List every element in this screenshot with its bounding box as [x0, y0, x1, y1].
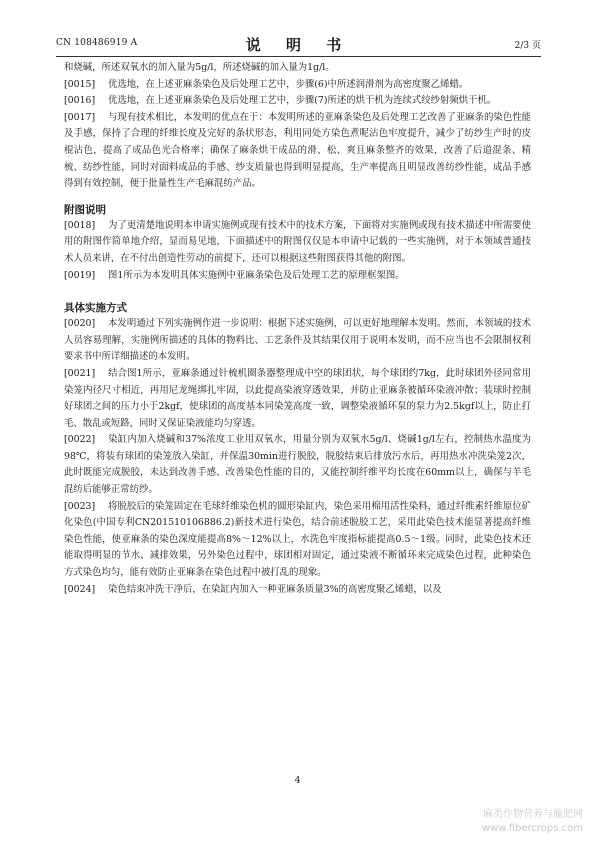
watermark-site-name: 麻类作物营养与施肥网 [483, 809, 583, 820]
paragraph-text: 本发明通过下列实施例作进一步说明：根据下述实施例，可以更好地理解本发明。然而，本领域的技术人员容易理解，实施例所描述的具体的物料比、工艺条件及其结果仅用于说明本发明，而不应当也不会限制权利要求书中所详细描述的本发明。 [64, 318, 531, 363]
paragraph-text: 将脱胶后的染笼固定在毛球纤维染色机的圆形染缸内，染色采用棉用活性染料，通过纤维素纤维原位矿化染色(中国专利CN201510106886.2)新技术进行染色，结合前述脱胶工艺，采用此染色技术能显著提高纤维染色性能，使亚麻条的染色深度能提高8%～12%以上，水洗色牢度指标能提高0.5～1级。同时，此染色技术还能取得明显的节水、减排效果，另外染色过程中，球团相对固定，通过染液不断循环来完成染色过程，此种染色方式染色均匀，能有效防止亚麻条在染色过程中被打乱的现象。 [64, 500, 531, 579]
paragraph-0018 [64, 218, 531, 268]
page-header [56, 34, 541, 57]
paragraph-text: 染缸内加入烧碱和37%浓度工业用双氧水，用量分别为双氧水5g/l、烧碱1g/l左右，控制热水温度为98℃，将装有球团的染笼放入染缸，并保温30min进行脱胶，脱胶结束后排放污水后，再用热水冲洗染笼2次，此时既能完成脱胶，未达到改善手感、改善染色性能的目的，又能控制纤维平均长度在60mm以上，确保与羊毛混纺后能够正常纺纱。 [64, 434, 531, 496]
paragraph-0016 [64, 93, 531, 110]
paragraph-number: [0019] [64, 269, 96, 281]
paragraph-text: 优选地，在上述亚麻条染色及后处理工艺中，步骤(7)所述的烘干机为连续式绞纱射频烘干机。 [108, 95, 497, 107]
paragraph-number: [0023] [64, 500, 96, 512]
paragraph-number: [0020] [64, 318, 96, 330]
paragraph-text: 结合图1所示，亚麻条通过针梳机圈条器整理成中空的球团状，每个球团约7kg，此时球团外径同常用染笼内径尺寸相近，再用尼龙绳绑扎牢固，以此提高染液穿透效果，并防止亚麻条被循环染液冲散；装球时控制好球团之间的压力小于2kgf，使球团的高度基本同染笼高度一致，调整染液循环泵的泵力为2.5kgf以上，防止打毛、散乱或短路，同时又保证染液能均匀穿透。 [64, 367, 531, 429]
document-body [64, 60, 531, 598]
paragraph-number: [0021] [64, 367, 96, 379]
paragraph-0019 [64, 268, 531, 285]
paragraph-0024 [64, 582, 531, 599]
paragraph-number: [0017] [64, 111, 96, 123]
paragraph-0021 [64, 366, 531, 432]
paragraph-0022 [64, 432, 531, 498]
paragraph-text: 与现有技术相比，本发明的优点在于：本发明所述的亚麻条染色及后处理工艺改善了亚麻条的染色性能及手感，保持了合理的纤维长度及完好的条状形态，利用同处方染色煮呢沾色牢度提升，减少了纺纱生产时的皮棍沾色，提高了成品色光合格率；确保了麻条烘干成品的滑、松、爽且麻条整齐的效果，改善了后道混条、精梳、纺纱性能，同时对面料成品的手感、纱支质量也得到明显提高，生产率提高且明显改善纺纱性能，成品手感得到有效控制，便于批量性生产毛麻混纺产品。 [64, 111, 531, 190]
paragraph-0020 [64, 316, 531, 366]
paragraph-number: [0018] [64, 219, 96, 231]
section-heading-embodiments: 具体实施方式 [64, 302, 127, 315]
paragraph-number: [0015] [64, 78, 96, 90]
paragraph-0017 [64, 110, 531, 193]
watermark [482, 808, 583, 836]
paragraph-text: 图1所示为本发明具体实施例中亚麻条染色及后处理工艺的原理框架图。 [108, 269, 405, 281]
paragraph-number: [0016] [64, 95, 96, 107]
paragraph-text: 染色结束冲洗干净后，在染缸内加入一种亚麻条质量3%的高密度聚乙烯蜡，以及 [108, 583, 442, 595]
paragraph-text: 优选地，在上述亚麻条染色及后处理工艺中，步骤(6)中所述润滑剂为高密度聚乙烯蜡。 [108, 78, 469, 90]
continued-text-line: 和烧碱，所述双氧水的加入量为5g/l，所述烧碱的加入量为1g/l。 [64, 62, 335, 73]
document-title: 说 明 书 [245, 36, 352, 54]
paragraph-number: [0024] [64, 583, 96, 595]
publication-number: CN 108486919 A [56, 38, 138, 48]
paragraph-number: [0022] [64, 434, 96, 446]
watermark-url: www.fibercrops.com [481, 823, 583, 834]
paragraph-0015 [64, 77, 531, 94]
section-heading-figures: 附图说明 [64, 203, 106, 216]
paragraph-text: 为了更清楚地说明本申请实施例或现有技术中的技术方案，下面将对实施例或现有技术描述中所需要使用的附图作简单地介绍，显而易见地，下面描述中的附图仅仅是本申请中记载的一些实施例，对于本领域普通技术人员来讲，在不付出创造性劳动的前提下，还可以根据这些附图获得其他的附图。 [64, 219, 531, 264]
page-number: 4 [294, 775, 301, 786]
paragraph-0023 [64, 499, 531, 582]
page-indicator: 2/3 页 [514, 41, 541, 51]
paragraph-group-a [64, 77, 531, 193]
